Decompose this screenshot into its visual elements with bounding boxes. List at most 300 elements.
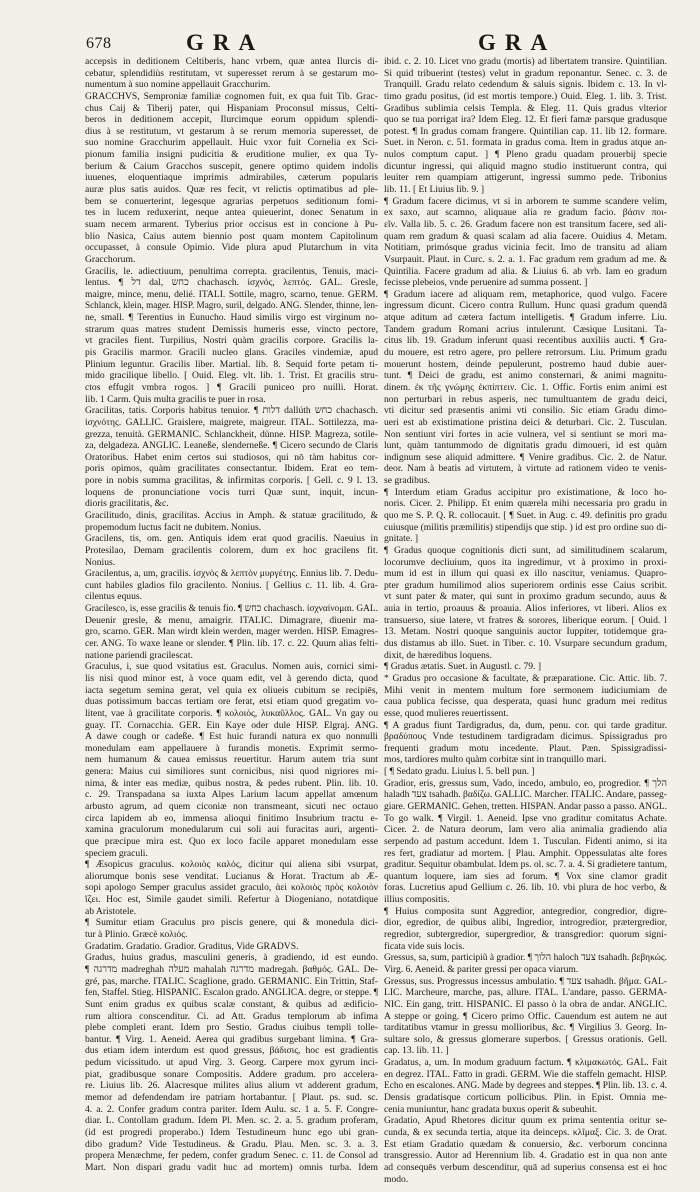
text-line-content: memor ad defendendam ire patriam hortabantur. [ Plaut. ps. sud. sc. [85,1092,378,1104]
text-line [384,440,667,452]
text-line [85,650,378,662]
text-line [384,231,667,243]
text-line [384,917,667,929]
text-line-content: Deuenir gresle, & menu, amaigrir. ITALIC. Dimagrare, diuenir ma- [85,614,378,626]
text-line-content: deor. Nam à beatis ad virtutem, à virtute ad rationem video te venis- [384,463,667,475]
text-line-content: * Gradus pro occasione & facultate, & præparatione. Cic. Attic. lib. 7. [384,672,667,684]
text-line-content: Gradatus, a, um. In modum graduum factum. ¶ κλιμακωτός. GAL. Fait [384,1057,667,1069]
text-line [384,207,667,219]
left-text-column [85,56,378,1174]
text-line [384,673,667,685]
text-line-content: non perturbari in rebus asperis, nec tumultuantem de gradu deici, [384,393,667,405]
text-line [384,661,667,673]
text-line-content: loquens de pronunciatione vocis turri Quæ sunt, inquit, incun- [85,486,378,498]
text-line-content: pis Gracilis marmor. Gracili nucleo glans. Graciles vindemiæ, apud [85,347,378,359]
text-line-content: Mart. Non dispari gradu vadit huc ad mortem) omnis turba. Idem [85,1161,378,1173]
text-line [384,452,667,464]
text-line [384,1057,667,1069]
text-line [384,789,667,801]
text-line [384,91,667,103]
text-line-content: beros in deditionem accepit, Ilurcimque eorum oppidum splendi- [85,114,378,126]
text-line-content: gro, scarno. GER. Man wirdt klein werden, mager werden. HISP. Emagres- [85,626,378,638]
text-line-content: Nonius. [85,556,116,568]
text-line-content: lentus. ¶ דל dal, כחש chachasch. ἰσχνός, λεπτός. GAL. Gresle, [85,277,378,289]
text-line [85,1057,378,1069]
text-line [85,219,378,231]
text-line [85,1162,378,1174]
text-line-content: quantum loquere, iam sies ad forum. ¶ Vox sine clamor gradit [384,870,667,882]
text-line-content: ¶ Æsopicus graculus. κολοιὸς καλός, dicitur qui aliena sibi vsurpat, [85,859,378,871]
text-line-content: nima, & inter eas mediæ, quibus nostra, & pedes rubent. Plin. lib. 10. [85,777,378,789]
text-line-content: quo me S. P. Q. R. collocauit. [ ¶ Suet. in Aug. c. 49. definitis pro gradu [384,509,667,521]
text-line-content: modo. [384,1173,409,1185]
text-line [85,300,378,312]
text-line [85,359,378,371]
text-line-content: ad consequēs verbum descenditur, quā ad superius consensa est ei hoc [384,1161,667,1173]
text-line-content: cunda, & ex secunda tertia, atque ita deinceps. κλῖμαξ. Cic. 3. de Orat. [384,1126,667,1138]
text-line-content: numentum à suo nomine appellauit Gracchurim. [85,79,271,91]
text-line [85,487,378,499]
text-line-content: To go walk. ¶ Virgil. 1. Aeneid. Ipse vno graditur comitatus Achate. [384,812,667,824]
text-line [384,417,667,429]
text-line-content: ficata vide suis locis. [384,940,465,952]
text-line-content: za, delgadeza. ANGLIC. Leaneße, slenderneße. ¶ Cicero secundo de Claris [85,440,378,452]
text-line-content: regredior, subtergredior, supergredior, & transgredior: quorum signi- [384,929,667,941]
text-line-content: ctos effugit vmbra rogos. ] ¶ Gracili puniceo pro nuilli. Horat. [85,381,378,393]
text-line [384,172,667,184]
text-line [384,1045,667,1057]
text-line [384,557,667,569]
text-line [85,475,378,487]
text-line [85,964,378,976]
text-line [85,813,378,825]
text-line-content: en degrez. ITAL. Fatto in gradi. GERM. Wie die staffeln gemacht. HISP. [384,1068,667,1080]
text-line [384,813,667,825]
text-line-content: vt sunt pater & mater, qui sunt in proximo gradum secundo, auus & [384,591,667,603]
text-line-content: que præcipue mira est. Quo ex loco facile apparet monedulam esse [85,835,378,847]
text-line [85,417,378,429]
text-line [85,603,378,615]
text-line-content: Gressus, sa, sum, participiũ à gradior. ¶ הלוך haloch צעד tsahadh. βεβηκώς. [384,952,667,964]
text-line [85,1115,378,1127]
text-line-content: cer. ANG. To waxe leane or slender. ¶ Plin. lib. 17. c. 22. Quum alias felti- [85,638,378,650]
text-line-content: c. 29. Transpadana sa iuxta Alpes Larium lacum appellat amœnum [85,789,378,801]
text-line-content: transuerso, siue latere, vt fratres & sorores, liberique eorum. [ Ouid. l [384,614,667,626]
text-line-content: ¶ Gradum iacere ad aliquam rem, metaphorice, quod vulgo. Facere [384,288,667,300]
text-line [384,941,667,953]
text-line [85,801,378,813]
text-line [85,289,378,301]
text-line [384,976,667,988]
text-line-content: auræ plus satis auidos. Quæ res fecit, vt relictis optimatibus ad ple- [85,184,378,196]
text-line-content: cuiusque (militis præmilitis) stipendijs que stip. ) id est pro ordine suo di- [384,521,667,533]
text-line [85,242,378,254]
text-line-content: dus distamus ab illo. Suet. in Tiber. c. 10. Vsurpare secundum gradum, [384,638,667,650]
text-line-content: tunt. ¶ Deici de gradu, est animo consternari, & animi magnitu- [384,370,667,382]
text-line [85,906,378,918]
text-line-content: transgressio. Autor ad Herennium lib. 4. Gradatio est in qua non ante [384,1150,667,1162]
text-line-content: [ ¶ Sedato gradu. Liuius l. 5. bell pun. ] [384,766,535,778]
text-line [384,1069,667,1081]
text-line-content: Tandem gradum Romani acrius intulerunt. Cæsique Lusitani. Ta- [384,323,667,335]
text-line [85,673,378,685]
text-line-content: iuuenes, eloquentiaque imprimis admirabiles, cæterum popularis [85,172,378,184]
text-line [384,580,667,592]
text-line-content: speciem graculi. [85,847,148,859]
text-line-content: dicuntur ingressi, qui aliquid magno studio instituerunt contra, qui [384,160,667,172]
text-line [384,1022,667,1034]
text-line [85,720,378,732]
text-line [85,347,378,359]
text-line [384,964,667,976]
text-line-content: Tranquill. Gradu relato cedendum & saluis signis. Ibidem c. 13. In vl- [384,79,667,91]
text-line-content: Schlanck, klein, mager. HISP. Magro, suril, delgado. ANG. Slender, thinne, len- [85,300,378,312]
text-line [85,231,378,243]
text-line [384,359,667,371]
text-line-content: du mouere, est retro agere, pro pellere retrorsum. Liu. Primum gradu [384,347,667,359]
text-line [384,126,667,138]
text-line-content: propera Menæchme, fer pedem, confer gradum Senec. c. 11. de Consol ad [85,1150,378,1162]
text-line [384,266,667,278]
text-line-content: 13. Metam. Nostri quoque sanguinis auctor Iuppiter, totidemque gra- [384,626,667,638]
text-line [384,1150,667,1162]
text-line-content: cenia muniuntur, hanc gradata buxus operit & subeuhit. [384,1103,598,1115]
text-line-content: haladh צעד tsahadh. βαδίζω. GALLIC. Marcher. ITALIC. Andare, passeg- [384,789,667,801]
text-line-content: plebe completi erant. Idem pro Sestio. Gradus ciuibus templi tolle- [85,1022,378,1034]
text-line [85,708,378,720]
text-line [85,266,378,278]
text-line-content: natione pariendi gracilescat. [85,649,193,661]
text-line [384,1092,667,1104]
text-line [384,429,667,441]
text-line-content: blio Nasica, Caius autem biennio post quam montem Capitolinum [85,230,378,242]
text-line-content: cilentus equus. [85,591,143,603]
text-line [384,987,667,999]
text-line [384,778,667,790]
text-line-content: Gradatio, Apud Rhetores dicitur quum ex prima sententia oritur se- [384,1115,667,1127]
text-line [384,603,667,615]
text-line [85,1022,378,1034]
text-line-content: serpendo ad pastum accedunt. Idem 1. Tusculan. Fidenti animo, si ita [384,835,667,847]
text-line [85,1150,378,1162]
text-line-content: Notitiam, primósque gradus vicinia fecit. Imo de transitu ad aliam [384,242,667,254]
text-line-content: Oratoribus. Habet enim certos sui studiosos, qui nō tàm habitus cor- [85,451,378,463]
text-line [85,871,378,883]
text-line [85,789,378,801]
text-line [384,68,667,80]
text-line [85,766,378,778]
text-line-content: suam necem armarent. Tyberius prior occisus est in concione à Pu- [85,218,378,230]
text-line-content: Plinium leguntur. Gracilis liber. Martial. lib. 8. Sequid forte petam ti- [85,358,378,370]
text-line [384,824,667,836]
text-line [384,510,667,522]
text-line [384,1127,667,1139]
text-line [384,103,667,115]
text-line-content: iacta segetum semina gerat, vel quia ex oliueis cubitum se recipiēs, [85,684,378,696]
text-line-content: lunt, quàm tantummodo de dignitatis gradu dimoueri, id est quàm [384,440,667,452]
text-line [384,475,667,487]
right-text-column [384,56,667,1185]
text-line-content: graditur. Sequitur obambulat. Idem ps. ol. sc. 7. a. 4. Si gradietere tantum, [384,859,667,871]
text-line [85,568,378,580]
text-line [85,184,378,196]
text-line [85,615,378,627]
text-line [85,498,378,510]
text-line [85,545,378,557]
text-line-content: sopi apologo Semper graculus assidet graculo, ἀεὶ κολοιὸς πρὸς κολοιὸν [85,882,378,894]
text-line-content: nulos comptum caput. ] ¶ Pleno gradu quadam prouerbij specie [384,149,667,161]
text-line [384,219,667,231]
text-line [85,1080,378,1092]
text-line-content: litent, vae à gracilitate corporis. ¶ κολοιός, λυκαῦλλος. GAL. Vn gay ou [85,707,378,719]
text-line-content: A dawe cough or cadeße. ¶ Est huic furandi natura ex quo nonnulli [85,731,378,743]
text-line-content: cunt habiles gladios filo gracilento. Nonius. [ Gellius c. 11. lib. 4. Gra- [85,579,378,591]
text-line-content: Vsurpauit. Plaut. in Curc. s. 2. a. 1. Fac gradum rem gradum ad me. & [384,253,667,265]
text-line-content: accepsis in deditionem Celtiberis, hanc vrbem, quæ antea Ilurcis di- [85,56,378,67]
text-line [384,568,667,580]
text-line-content: Gracilitas, tatis. Corporis habitus tenuior. ¶ דלות dallúth כחש chachasch. [85,405,378,417]
text-line-content: genera: Maius cui similiores sunt cornicibus, nisi quod nigriores mi- [85,766,378,778]
text-line [384,56,667,68]
text-line [384,242,667,254]
text-line-content: gré, pas, marche. ITALIC. Scaglione, grado. GERMANIC. Ein Trittin, Staf- [85,975,378,987]
text-line [384,347,667,359]
text-line-content: Gracilitudo, dinis, gracilitas. Accius in Amph. & statuæ gracilitudo, & [85,509,378,521]
text-line-content: Gracchorum. [85,253,136,265]
text-line-content: εῖν. Valla lib. 5. c. 26. Gradum facere non est transitum facere, sed ali- [384,218,667,230]
text-line [85,91,378,103]
text-line [384,184,667,196]
text-line [85,114,378,126]
text-line-content: A steppe or going. ¶ Cicero primo Offic. Cauendum est autem ne aut [384,1010,667,1022]
text-line [384,533,667,545]
text-line [384,498,667,510]
text-line-content: xamina graculorum monedularum cui soli aui furacitas auri, argenti- [85,824,378,836]
text-line [85,1045,378,1057]
text-line-content: ibid. c. 2. 10. Licet vno gradu (mortis) ad libertatem transire. Quintilian. [384,56,667,67]
text-line-content: aliorumque bonis sese venditat. Lucianus & Horat. Tractum ab Æ- [85,870,378,882]
text-line-content: illius compositis. [384,894,450,906]
text-line [384,801,667,813]
text-line-content: re. Liuius lib. 26. Alacresque milites alius alium vt adderent gradum, [85,1080,378,1092]
text-line-content: ¶ Gradus ætatis. Suet. in Augustl. c. 79. ] [384,661,542,673]
text-line [85,68,378,80]
text-line [85,463,378,475]
text-line [85,137,378,149]
text-line [85,452,378,464]
text-line [384,848,667,860]
text-line-content: lib. 11. [ Et Liuius lib. 9. ] [384,184,485,196]
text-line-content: strarum quas matres student Demissis humeris esse, vincto pectore, [85,323,378,335]
text-line [384,720,667,732]
text-line-content: ¶ A gradus fiunt Tardigradus, da, dum, penu. cor. qui tarde graditur. [384,719,667,731]
text-line-content: ¶ Interdum etiam Gradus accipitur pro existimatione, & loco ho- [384,486,667,498]
text-line-content: Est etiam Gradatio quædam & conuersio, &c. verborum concinna [384,1138,667,1150]
text-line [384,591,667,603]
text-line-content: suo nomine Gracchurim appellauit. Huic vxor fuit Cornelia ex Sci- [85,137,378,149]
text-line [85,638,378,650]
text-line [384,324,667,336]
text-line-content: grezza, tenuità. GERMANIC. Schlanckheit, dünne. HISP. Magreza, sotile- [85,428,378,440]
text-line [85,254,378,266]
text-line-content: auia in tertio, proauus & proauia. Alios inferiores, vt liberi. Alios ex [384,603,667,615]
text-line-content: gnitate. ] [384,533,419,545]
text-line-content: foras. Lucretius apud Gellium c. 26. lib. 10. vbi plura de hoc verbo, & [384,882,667,894]
text-line [85,56,378,68]
text-line-content: indignum sese aliquid admittere. ¶ Venire gradibus. Cic. 2. de Natur. [384,451,667,463]
text-line [384,335,667,347]
text-line [384,277,667,289]
text-line [85,1092,378,1104]
text-line-content: guay. IT. Cornacchia. GER. Ein Kaye oder dule HISP. Elgraj. ANG. [85,719,378,731]
text-line [85,661,378,673]
text-line-content: Protesilao, Demam gracilentis colorem, dum ex hoc gracilens fit. [85,544,378,556]
text-line-content: bem se conuerterint, legesque agrarias perpetuos seditionum fomi- [85,195,378,207]
text-line-content: pter gradum humilimod alios superiorem ordinis esse Caius scribit. [384,579,667,591]
text-line-content: dior, egredior, de quibus alibi, Ingredior, introgredior, prætergredior, [384,917,667,929]
text-line [384,1011,667,1023]
text-line-content: pore in nobis summa gracilitas, & infirmitas corporis. [ Gell. c. 9 l. 13. [85,475,378,487]
text-line-content: esse, quod mulieres reuertissent. [384,707,509,719]
text-line [384,731,667,743]
text-line-content: chus Caij & Tiberij pater, qui Hispaniam Proconsul missus, Celti- [85,102,378,114]
text-line-content: monedulam eam appellauere à furandis monetis. Exprimit sermo- [85,742,378,754]
text-line-content: leuiter rem quampiam attigerunt, ingressi summo pede. Tribonius [384,172,667,184]
text-line [384,1139,667,1151]
text-line-content: Densis gradatisque corticum pollicibus. Plin. in Epist. Omnia me- [384,1092,667,1104]
text-line-content: βραδύπους Vnde testudinem tardigradam dicimus. Spissigradus pro [384,731,667,743]
text-line [85,161,378,173]
text-line [85,882,378,894]
text-line-content: Mihi venit in mentem multum fore sermonem iudiciumiam de [384,684,667,696]
text-line [85,1069,378,1081]
text-line-content: Gradibus sublimia celsis Templa. & Eleg. 11. Quis gradus vlterior [384,102,667,114]
text-line-content: Cicer. 2. de Natura deorum, Iam vero alia animalia gradiendo alia [384,824,667,836]
text-line-content: bantur. ¶ Virg. 1. Aeneid. Aerea qui gradibus surgebant limina. ¶ Gra- [85,1033,378,1045]
text-line [384,708,667,720]
text-line [384,463,667,475]
text-line-content: ¶ Gradus quoque cognitionis dicti sunt, ad similitudinem scalarum, [384,544,667,556]
text-line-content: tarditatibus vtamur in gressu mollioribus, &c. ¶ Virgilius 3. Georg. In- [384,1022,667,1034]
text-line [384,1104,667,1116]
text-line-content: ab Aristotele. [85,905,137,917]
text-line [384,545,667,557]
text-line-content: ex saxo, aut scamno, aliquaue alia re gradum facio. βάσιν ποι- [384,207,667,219]
text-line [384,696,667,708]
text-line [384,254,667,266]
text-line-content: dus etiam idem interdum est quod gressus, βάδισις, hoc est gradientis [85,1045,378,1057]
text-line-content: se gradibus. [384,475,430,487]
text-line [384,1115,667,1127]
text-line [85,824,378,836]
text-line [384,161,667,173]
text-line [85,172,378,184]
text-line [85,941,378,953]
text-line-content: Sunt enim gradus ex quibus scalæ constant, & quibus ad ædificio- [85,998,378,1010]
text-line-content: mouerunt hostem, deinde pepulerunt, postremo haud dubie auer- [384,358,667,370]
text-line-content: ἵζει. Hoc est, Simile gaudet simili. Refertur à Diogeniano, notatdique [85,894,378,906]
text-line-content: quo se tua porrigat ira? Idem Eleg. 12. Et fieri famæ parsque gradusque [384,114,667,126]
text-line [384,999,667,1011]
text-line [384,312,667,324]
text-line-content: poris opimos, quàm gracilitates consectantur. Ibidem. Erat eo tem- [85,463,378,475]
text-line-content: ueri est ab existimatione pristina deici & deturbari. Cic. 2. Tusculan. [384,416,667,428]
text-line [384,626,667,638]
text-line-content: Non sentiunt viri fortes in acie vulnera, vel si sentiunt se mori ma- [384,428,667,440]
text-line [85,277,378,289]
text-line-content: ¶ Sumitur etiam Graculus pro piscis genere, qui & monedula dici- [85,917,378,929]
text-line-content: Virg. 6. Aeneid. & pariter gressi per opaca viarum. [384,963,579,975]
text-line-content: nem humanum & cauea emissus reuertitur. Harum autem tria sunt [85,754,378,766]
text-line [85,580,378,592]
text-line-content: Si quid tribuerint (testes) velut in gradum reponantur. Senec. c. 3. de [384,67,667,79]
text-line [85,440,378,452]
text-line [85,335,378,347]
text-line-content: arbusto agrum, ad quem ciconiæ non transmeant, sicuti nec octauo [85,801,378,812]
text-line [384,114,667,126]
text-line [384,743,667,755]
text-line-content: diar. L. Contollam gradum. Idem Pl. Men. sc. 2. a. 5. gradum proferam, [85,1115,378,1127]
text-line-content: lis nisi quod minor est, à voce quam edit, vel à gerendo dicta, quod [85,672,378,684]
text-line [384,1174,667,1186]
text-line-content: vt graciles fient. Turpilius, Nostri quàm gracilis corpore. Gracilis la- [85,335,378,347]
text-line [384,638,667,650]
text-line [384,1034,667,1046]
text-line-content: citus lib. 19. Gradum inferunt quasi recentibus auxiliis aucti. ¶ Gra- [384,335,667,347]
text-line-content: piat, gradibusque sonare Compositis. Addere gradum. pro accelera- [85,1068,378,1080]
text-line [384,871,667,883]
text-line-content: dius à se restitutum, vt gestarum à se rerum memoria superesset, de [85,125,378,137]
text-line [85,731,378,743]
text-line-content: ¶ Huius composita sunt Aggredior, antegredior, congredior, digre- [384,905,667,917]
text-line-content: potest. ¶ In gradus comam frangere. Quintilian cap. 11. lib 12. formare. [384,125,667,137]
text-line-content: Gracilens, tis, om. gen. Antiquis idem erat quod gracilis. Naeuius in [85,533,378,545]
text-line-content: propemodum luctus facit ne dubitem. Nonius. [85,521,262,533]
text-line-content: tur à Plinio. Græcè κολιός. [85,929,188,941]
text-line-content: frequenti gradum motu incedente. Plaut. Pæn. Spissigradissi- [384,742,667,754]
text-line-content: locorumve decliuium, quos ita ingredimur, vt à proximo in proxi- [384,556,667,568]
text-line-content: mido gracilique libello. [ Ouid. Eleg. vlt. lib. 1. Trist. Et gracilis stru- [85,370,378,382]
text-line-content: Quintilia. Facere gradum ad alia. & Liuius 6. ab vrb. Iam eo gradum [384,265,667,277]
text-line [384,859,667,871]
text-line-content: mos, tardiores multo quàm corbitæ sint in tranquillo mari. [384,754,607,766]
text-line [85,1034,378,1046]
text-line-content: dibo gradum? Vide Testudineus. & Gradu. Plau. Men. sc. 3. a. 3. [85,1138,378,1150]
text-line-content: 4. a. 2. Confer gradum contra pariter. Idem Aulu. sc. 1 a. 5. F. Congre- [85,1103,378,1115]
text-line [384,487,667,499]
text-line [85,103,378,115]
text-line [384,79,667,91]
text-line [384,137,667,149]
text-line-content: Gracilesco, is, esse gracilis & tenuis fio. ¶ כחש chachasch. ἰσχναίνομαι. GAL. [85,603,378,615]
text-line-content: LIC. Marcheure, marche, pas, allure. ITAL. L'andare, passo. GERMA- [384,987,667,999]
text-line-content: pedum vicissitudo. ut apud Virg. 3. Georg. Carpere mox gyrum inci- [85,1057,378,1069]
text-line [85,917,378,929]
text-line [85,149,378,161]
text-line-content: dinem. ἐκ τῆς γνώμης ἐκπίπτειν. Cic. 1. Offic. Fortis enim animi est [384,381,667,393]
text-line-content: cap. 13. lib. 11. ] [384,1045,449,1057]
text-line [384,1162,667,1174]
text-line [384,906,667,918]
text-line-content: res fert, gradiatur ad mortem. [ Plau. Amphit. Oppessulatas alte fores [384,847,667,859]
text-line [85,743,378,755]
text-line [85,207,378,219]
text-line [384,522,667,534]
text-line [85,382,378,394]
text-line-content: cebatur, splendidiùs restitutam, vt superesset rerum à se gestarum mo- [85,67,378,79]
text-line-content: Graculus, i, sue quod vsitatius est. Graculus. Nomen auis, cornici simi- [85,661,378,673]
text-line [85,394,378,406]
